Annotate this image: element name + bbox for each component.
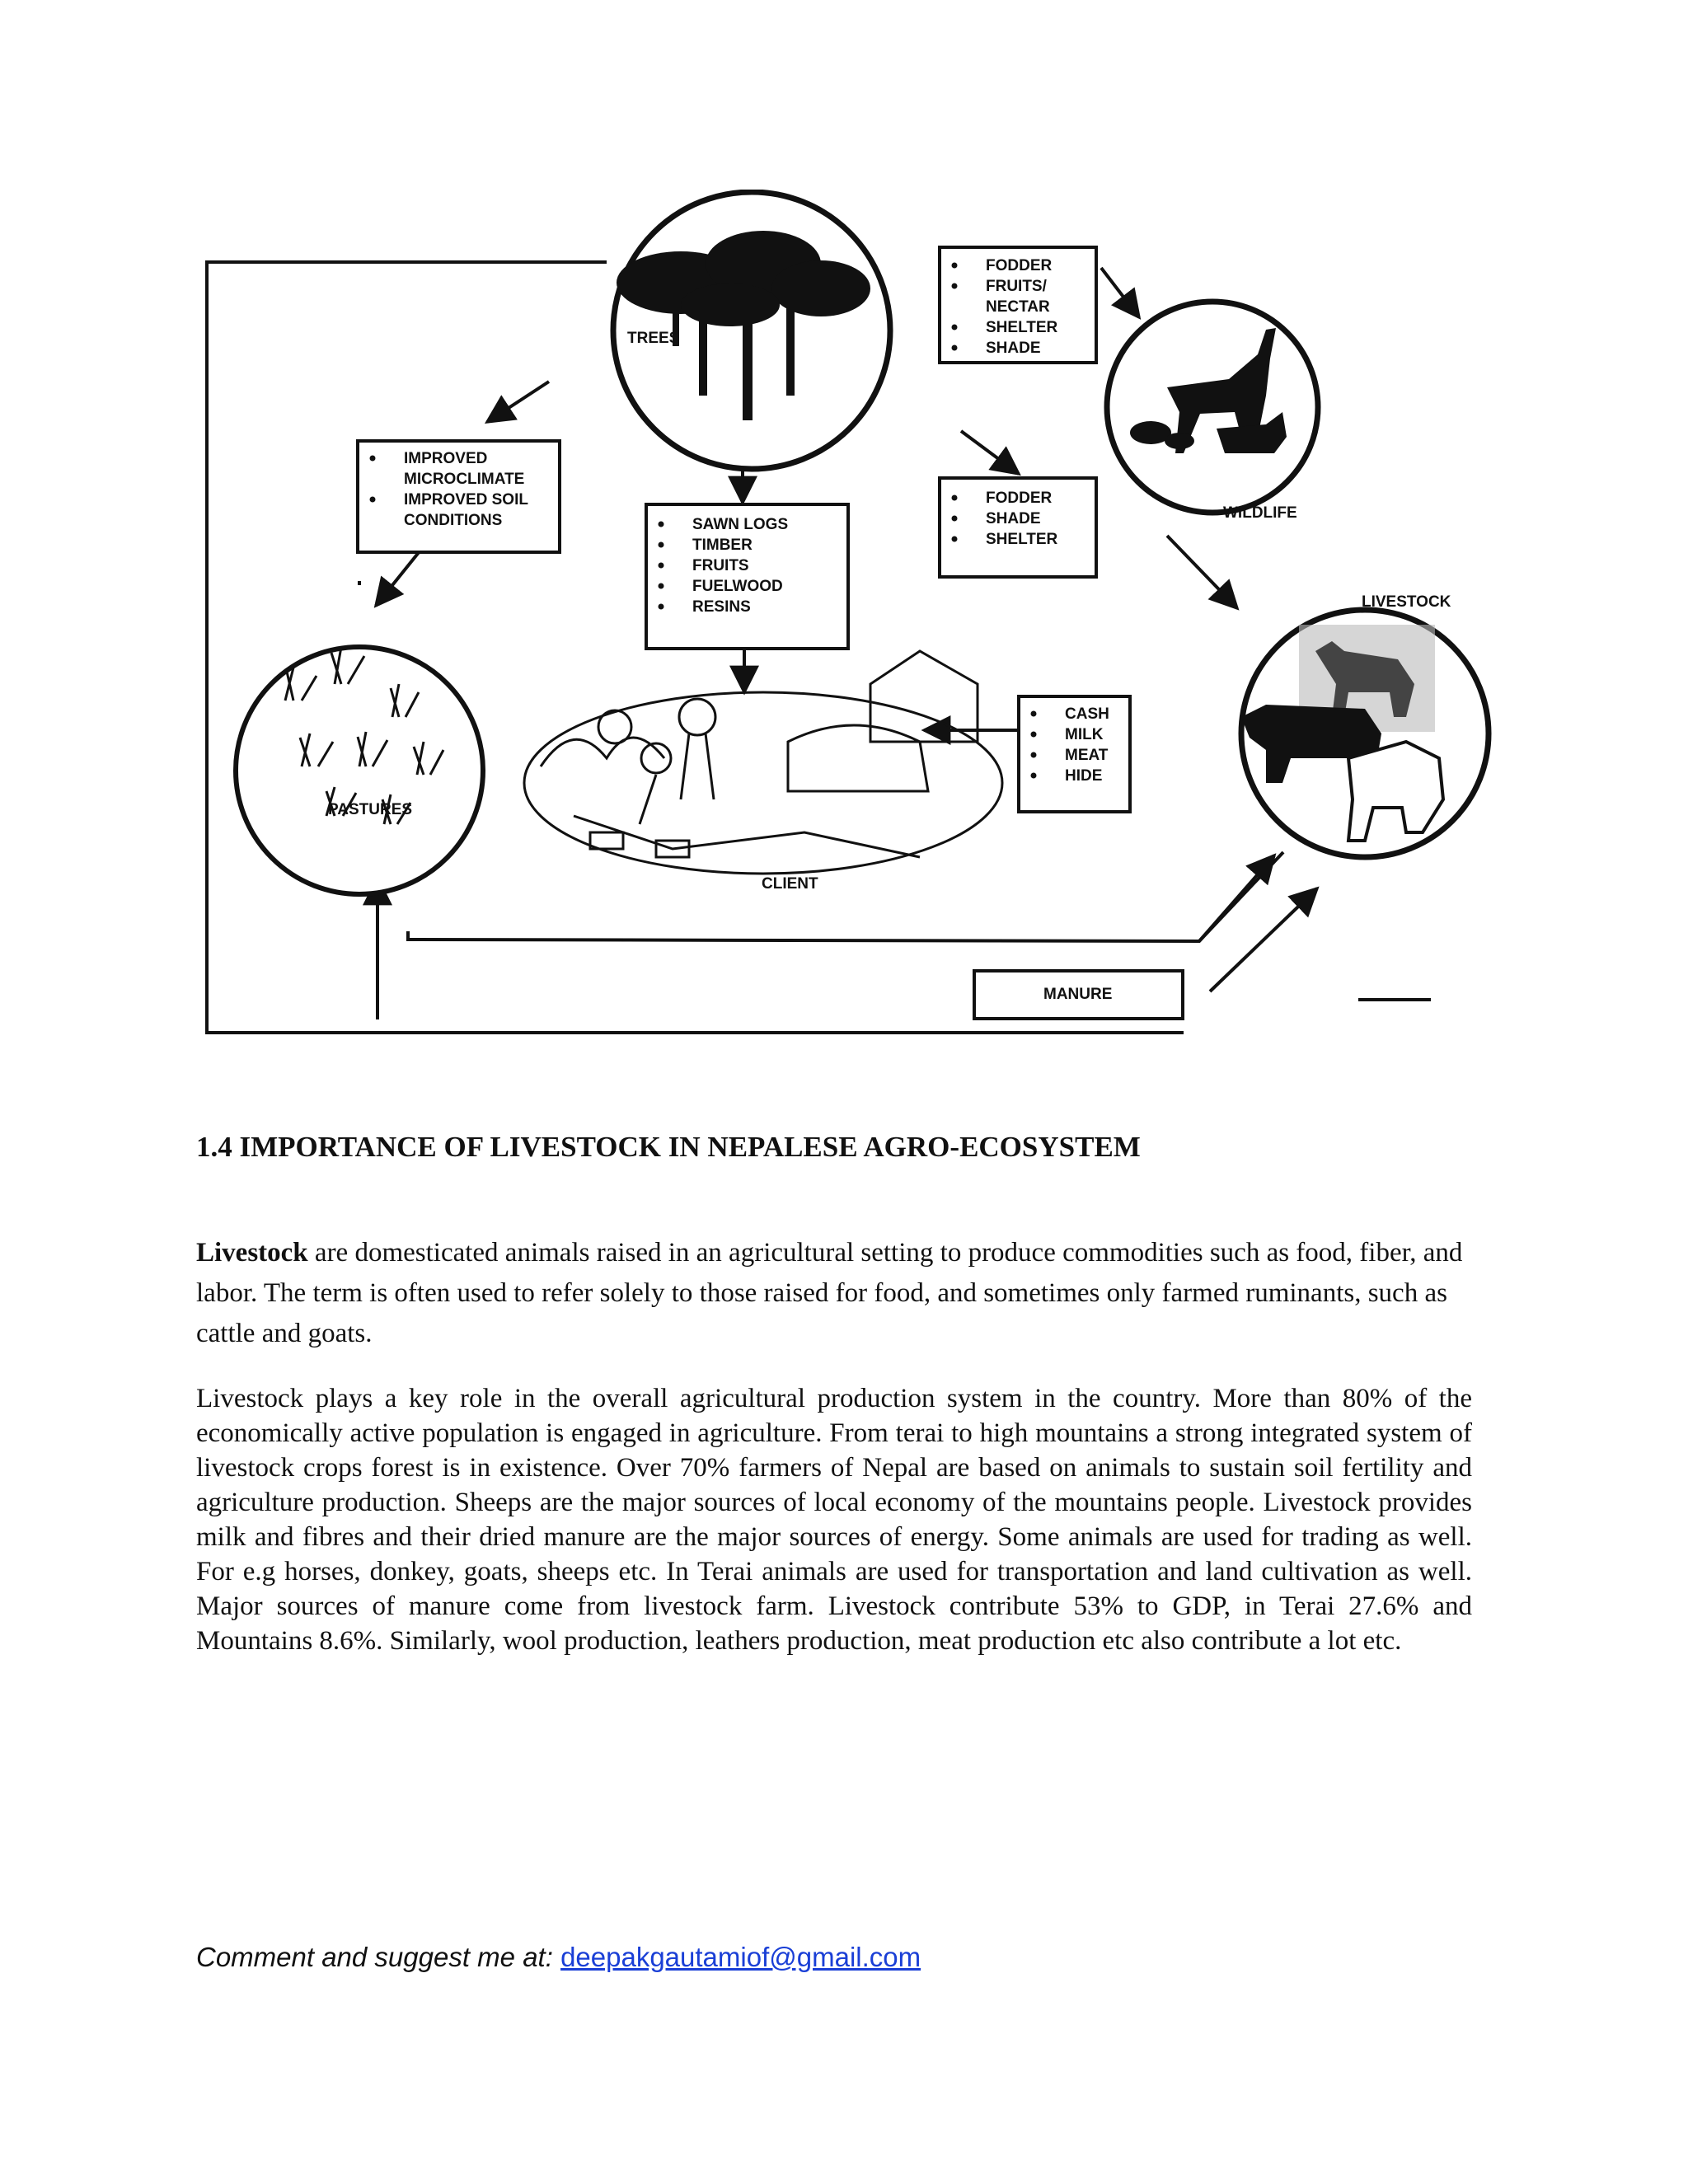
box-list-item: FUELWOOD: [692, 578, 783, 595]
box-list-item: SAWN LOGS: [692, 516, 789, 533]
bullet-icon: [952, 263, 958, 269]
livestock-definition-paragraph: [196, 1233, 1472, 1354]
footer-label: Comment and suggest me at:: [196, 1942, 561, 1972]
client-node: [524, 651, 1002, 893]
section-heading: 1.4 IMPORTANCE OF LIVESTOCK IN NEPALESE AGRO-ECOSYSTEM: [196, 1131, 1141, 1163]
box-trees-to-pastures: [358, 441, 560, 552]
client-label: CLIENT: [762, 875, 818, 893]
wildlife-label: WILDLIFE: [1223, 504, 1297, 522]
box-list-item: FODDER: [986, 257, 1053, 274]
bullet-icon: [1031, 752, 1037, 758]
bullet-icon: [659, 604, 664, 610]
pastures-node: [236, 647, 483, 894]
box-livestock-to-client: [1019, 696, 1130, 812]
definition-text: are domesticated animals raised in an agricultural setting to produce commodities such as food, fiber, and labor. The term is often used to refer solely to those raised for food, and sometimes only farmed ruminants, such as cattle and goats.: [196, 1238, 1463, 1348]
box-list-item: FRUITS: [692, 557, 749, 574]
livestock-importance-paragraph: Livestock plays a key role in the overall agricultural production system in the country. More than 80% of the economically active population is engaged in agriculture. From terai to high mountains a strong integrated system of livestock crops forest is in existence. Over 70% farmers of Nepal are based on animals to sustain soil fertility and agriculture production. Sheeps are the major sources of local economy of the mountains people. Livestock provides milk and fibres and their dried manure are the major sources of energy. Some animals are used for trading as well. For e.g horses, donkey, goats, sheeps etc. In Terai animals are used for transportation and land cultivation as well. Major sources of manure come from livestock farm. Livestock contribute 53% to GDP, in Terai 27.6% and Mountains 8.6%. Similarly, wool production, leathers production, meat production etc also contribute a lot etc.: [196, 1384, 1472, 1656]
box-list-item: CONDITIONS: [404, 512, 503, 529]
bullet-icon: [370, 456, 376, 462]
trees-node: [613, 192, 890, 469]
box-list-item: IMPROVED SOIL: [404, 491, 528, 509]
manure-node: [974, 971, 1183, 1019]
agroforestry-cycle-diagram: [195, 190, 1513, 1063]
livestock-label: LIVESTOCK: [1362, 593, 1451, 611]
wildlife-node: [1107, 302, 1318, 522]
pastures-label: PASTURES: [328, 801, 413, 818]
box-list-item: TIMBER: [692, 537, 753, 554]
box-list-item: MILK: [1065, 726, 1104, 743]
bullet-icon: [370, 497, 376, 503]
bullet-icon: [952, 537, 958, 542]
farm-family-illustration: [524, 651, 1002, 874]
bullet-icon: [952, 284, 958, 289]
bullet-icon: [659, 522, 664, 527]
box-list-item: SHADE: [986, 510, 1041, 527]
bullet-icon: [1031, 773, 1037, 779]
bullet-icon: [659, 583, 664, 589]
manure-label: MANURE: [1043, 986, 1113, 1003]
bullet-icon: [659, 542, 664, 548]
box-list-item: SHELTER: [986, 319, 1058, 336]
bullet-icon: [952, 345, 958, 351]
box-list-item: SHADE: [986, 340, 1041, 357]
bullet-icon: [1031, 711, 1037, 717]
box-list-item: IMPROVED: [404, 450, 488, 467]
email-link[interactable]: deepakgautamiof@gmail.com: [560, 1942, 921, 1972]
livestock-term: Livestock: [196, 1238, 308, 1268]
bullet-icon: [952, 495, 958, 501]
bullet-icon: [1031, 732, 1037, 738]
box-list-item: HIDE: [1065, 767, 1103, 785]
trees-label: TREES: [627, 330, 680, 347]
box-list-item: NECTAR: [986, 298, 1050, 316]
box-list-item: FRUITS/: [986, 278, 1047, 295]
box-trees-to-wildlife: [940, 247, 1096, 363]
box-list-item: CASH: [1065, 705, 1109, 723]
box-list-item: SHELTER: [986, 531, 1058, 548]
box-list-item: FODDER: [986, 490, 1053, 507]
bullet-icon: [659, 563, 664, 569]
box-list-item: MICROCLIMATE: [404, 471, 525, 488]
box-list-item: MEAT: [1065, 747, 1109, 764]
bullet-icon: [952, 516, 958, 522]
bullet-icon: [952, 325, 958, 330]
livestock-node: [1241, 593, 1489, 857]
box-trees-to-client: [646, 504, 848, 649]
footer-contact: [196, 1942, 921, 1973]
box-trees-to-livestock: [940, 478, 1096, 577]
box-list-item: RESINS: [692, 598, 751, 616]
